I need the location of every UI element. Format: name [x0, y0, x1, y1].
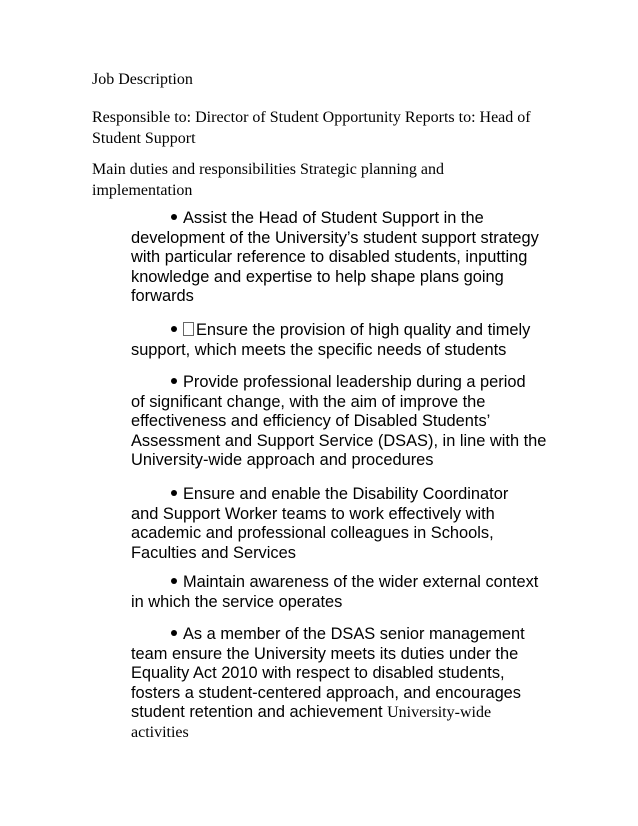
document-title: Job Description: [92, 71, 193, 88]
duty-bullet-text: team ensure the University meets its duties under the Equality Act 2010 with respect to disabled students, fosters a student-centered approach, and encourages student retention and achievement: [131, 644, 521, 722]
duty-bullet-first-line: As a member of the DSAS senior management: [183, 625, 525, 643]
bullet-dot-icon: [171, 630, 177, 636]
duty-bullet-first-line: Ensure the provision of high quality and timely: [196, 321, 531, 339]
duty-bullet-text: support, which meets the specific needs of students: [131, 340, 507, 359]
bullet-dot-icon: [171, 378, 177, 384]
bullet-dot-icon: [171, 214, 177, 220]
duty-bullet-1: [131, 209, 551, 307]
duty-bullet-3: [131, 373, 551, 471]
duty-bullet-text: development of the University’s student support strategy with particular reference to disabled students, inputting knowledge and expertise to help shape plans going forwards: [131, 228, 539, 306]
duty-bullet-first-line: Provide professional leadership during a period: [183, 373, 526, 391]
duty-bullet-text: and Support Worker teams to work effectively with academic and professional colleagues in Schools, Faculties and Services: [131, 504, 495, 562]
responsibility-line: Responsible to: Director of Student Opportunity Reports to: Head of Student Support: [92, 109, 531, 147]
duty-bullet-first-line: Maintain awareness of the wider external context: [183, 573, 539, 591]
duty-bullet-first-line: Ensure and enable the Disability Coordinator: [183, 485, 509, 503]
duty-bullet-first-line: Assist the Head of Student Support in the: [183, 209, 484, 227]
bullet-dot-icon: [171, 490, 177, 496]
bullet-dot-icon: [171, 326, 177, 332]
duty-bullet-4: [131, 485, 551, 563]
duty-bullet-text: in which the service operates: [131, 592, 343, 611]
main-duties-heading: Main duties and responsibilities Strategic planning and implementation: [92, 161, 444, 199]
bullet-dot-icon: [171, 578, 177, 584]
duty-bullet-2: [131, 321, 551, 360]
trailing-section-text: University-wide activities: [131, 704, 492, 741]
duty-bullet-text: of significant change, with the aim of improve the effectiveness and efficiency of Disabled Students’ Assessment and Support Service (DSAS), in line with the University-wide approach and procedures: [131, 392, 547, 470]
duty-bullet-6: [131, 625, 551, 743]
duty-bullet-5: [131, 573, 551, 612]
missing-glyph-box-icon: [183, 322, 194, 336]
